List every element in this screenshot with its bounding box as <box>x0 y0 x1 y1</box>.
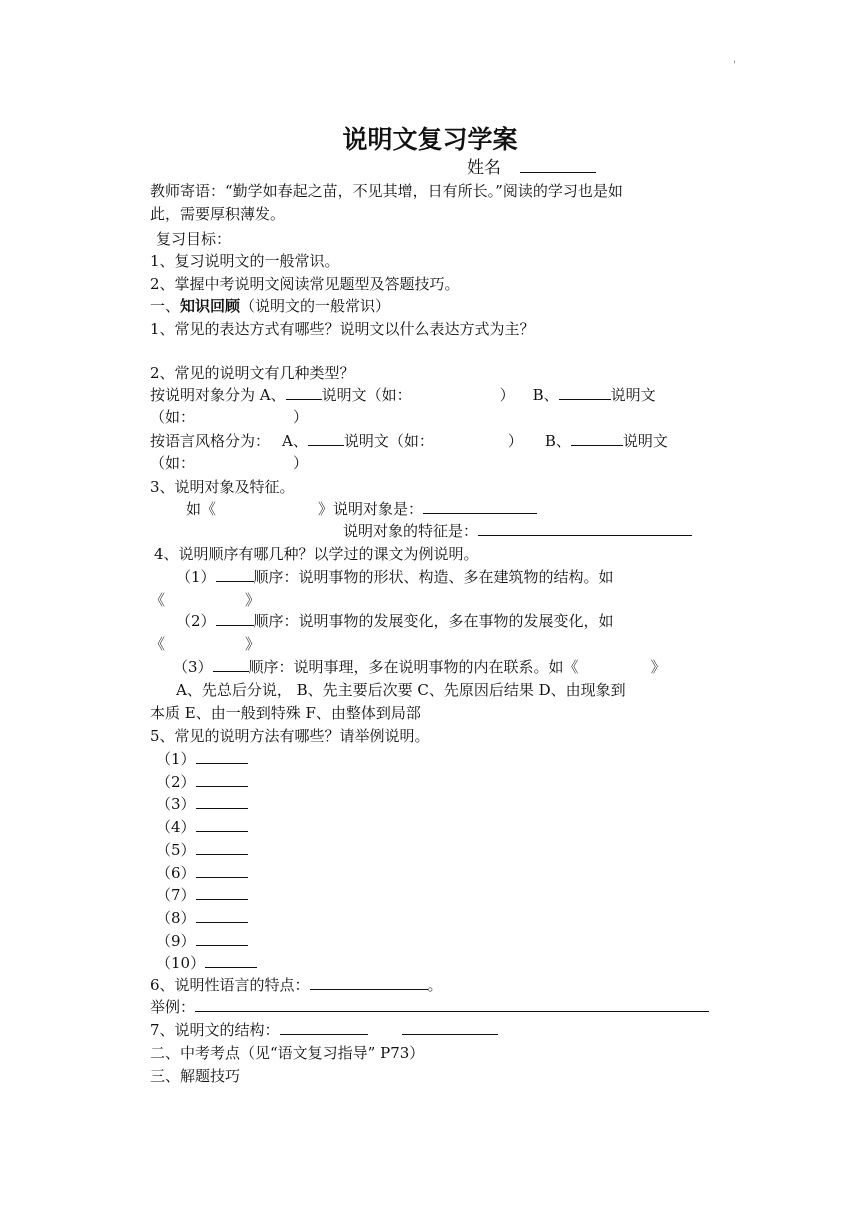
q5-method-item <box>156 952 718 974</box>
q5-method-blank[interactable] <box>196 930 248 946</box>
q2b-text-7: （如： <box>150 454 196 472</box>
q5-method-item <box>156 862 718 884</box>
q4-options-2: 本质 E、由一般到特殊 F、由整体到局部 <box>150 704 421 722</box>
page-title: 说明文复习学案 <box>342 125 518 154</box>
name-field <box>467 157 596 179</box>
q4-1-num: （1） <box>176 568 216 586</box>
q4-1-blank[interactable] <box>216 566 254 582</box>
intro-line-1 <box>150 180 712 202</box>
q2b-text-4: ） <box>507 432 523 450</box>
q5-method-blank[interactable] <box>196 793 248 809</box>
question-6 <box>150 974 712 996</box>
q2b-text-1: 按语言风格分为： <box>150 432 271 450</box>
question-4: 4、说明顺序有哪几种？以学过的课文为例说明。 <box>154 545 479 563</box>
intro-text-2: 此，需要厚积薄发。 <box>150 205 286 223</box>
q3-feature-blank[interactable] <box>478 520 692 536</box>
q2a-blank-2[interactable] <box>559 384 611 400</box>
q4-1-text: 顺序：说明事物的形状、构造、多在建筑物的结构。如 <box>253 568 614 586</box>
q4-3-num: （3） <box>173 658 213 676</box>
section-2-heading: 二、中考考点（见“语文复习指导” P73） <box>150 1044 425 1062</box>
intro-text-1: 教师寄语：“勤学如春起之苗，不见其增，日有所长。”阅读的学习也是如 <box>150 182 623 200</box>
question-5: 5、常见的说明方法有哪些？请举例说明。 <box>150 727 430 745</box>
q4-item-2b <box>150 633 712 655</box>
q3a-text-1: 如《 <box>186 500 217 518</box>
q2b-text-3: 说明文（如： <box>343 432 434 450</box>
section-3-heading: 三、解题技巧 <box>150 1067 241 1085</box>
question-2: 2、常见的说明文有几种类型？ <box>150 364 355 382</box>
corner-mark: ' <box>733 60 736 71</box>
q6-blank[interactable] <box>310 974 428 990</box>
name-label: 姓名 <box>467 158 501 178</box>
q5-method-blank[interactable] <box>196 862 248 878</box>
q5-method-blank[interactable] <box>205 952 257 968</box>
q3a-text-2: 》说明对象是： <box>318 500 424 518</box>
q5-method-item <box>156 930 718 952</box>
q6-example-label: 举例： <box>150 998 196 1016</box>
q2-line-b2 <box>150 452 712 474</box>
section-1-rest: （说明文的一般常识） <box>240 297 391 315</box>
q4-item-1b <box>150 589 712 611</box>
section-1-bold: 知识回顾 <box>180 297 241 315</box>
q7-text: 7、说明文的结构： <box>150 1021 280 1039</box>
q4-1-close: 》 <box>245 591 261 609</box>
question-1: 1、常见的表达方式有哪些？说明文以什么表达方式为主？ <box>150 320 535 338</box>
q5-method-number: （5） <box>156 840 196 859</box>
q3b-text-1: 说明对象的特征是： <box>343 522 479 540</box>
q5-method-number: （3） <box>156 795 196 814</box>
q2a-blank-1[interactable] <box>286 384 322 400</box>
q2b-text-2: A、 <box>282 432 308 450</box>
goals-heading: 复习目标： <box>156 230 232 248</box>
q2a-text-6: （如： <box>150 408 196 426</box>
q5-method-blank[interactable] <box>196 771 248 787</box>
q4-options-text-1: A、先总后分说， B、先主要后次要 C、先原因后结果 D、由现象到 <box>176 681 626 699</box>
q5-method-blank[interactable] <box>196 816 248 832</box>
q2b-blank-1[interactable] <box>308 430 344 446</box>
q4-3-blank[interactable] <box>213 656 249 672</box>
q5-method-item <box>156 748 718 770</box>
q5-method-number: （1） <box>156 750 196 768</box>
q6-text: 6、说明性语言的特点： <box>150 976 310 994</box>
q5-method-item <box>156 816 718 838</box>
q5-method-item <box>156 793 718 815</box>
q3-object-blank[interactable] <box>423 498 537 514</box>
q2b-text-8: ） <box>293 454 309 472</box>
q5-method-blank[interactable] <box>196 748 248 764</box>
q3-line-a <box>186 498 748 520</box>
q5-method-number: （6） <box>156 863 196 882</box>
goal-1: 1、复习说明文的一般常识。 <box>150 252 340 270</box>
q5-method-item <box>156 771 718 793</box>
q5-method-item <box>156 907 718 929</box>
question-3: 3、说明对象及特征。 <box>150 478 295 496</box>
q3-line-b <box>343 520 860 542</box>
q4-options-1 <box>176 679 712 701</box>
q4-3-close: 》 <box>650 658 666 676</box>
q2b-text-5: B、 <box>544 432 571 450</box>
q2a-text-1: 按说明对象分为 A、 <box>150 386 286 404</box>
q4-1-open: 《 <box>150 591 166 609</box>
q5-method-number: （10） <box>156 954 206 973</box>
q5-method-number: （7） <box>156 886 196 905</box>
q5-method-number: （8） <box>156 908 196 927</box>
section-1-heading <box>150 295 712 317</box>
name-blank[interactable] <box>520 157 596 173</box>
q2a-text-5: 说明文 <box>610 386 656 404</box>
q6-end: 。 <box>427 976 443 994</box>
q5-method-number: （4） <box>156 818 196 837</box>
q2a-text-2: 说明文（如： <box>321 386 412 404</box>
q4-2-text: 顺序：说明事物的发展变化，多在事物的发展变化，如 <box>253 612 614 630</box>
q5-method-number: （9） <box>156 931 196 950</box>
q4-item-2 <box>176 610 712 632</box>
question-7 <box>150 1019 712 1041</box>
q4-item-3 <box>173 656 712 678</box>
section-1-prefix: 一、 <box>150 297 181 315</box>
q5-method-blank[interactable] <box>196 907 248 923</box>
q4-2-open: 《 <box>150 635 166 653</box>
q6-example-blank[interactable] <box>195 996 709 1012</box>
q2b-blank-2[interactable] <box>571 430 623 446</box>
q2-line-a2 <box>150 406 712 428</box>
q5-method-blank[interactable] <box>196 839 248 855</box>
q4-2-blank[interactable] <box>216 610 254 626</box>
q5-method-number: （2） <box>156 772 196 791</box>
q4-2-close: 》 <box>245 635 261 653</box>
q4-item-1 <box>176 566 712 588</box>
q7-blank-1[interactable] <box>280 1019 368 1035</box>
q5-method-item <box>156 839 718 861</box>
q4-2-num: （2） <box>176 612 216 630</box>
q2b-text-6: 说明文 <box>622 432 668 450</box>
q4-3-text: 顺序：说明事理，多在说明事物的内在联系。如《 <box>248 658 579 676</box>
q2a-text-4: B、 <box>532 386 559 404</box>
q5-method-blank[interactable] <box>196 884 248 900</box>
q2-line-b <box>150 430 712 452</box>
goal-2: 2、掌握中考说明文阅读常见题型及答题技巧。 <box>150 275 460 293</box>
q2a-text-3: ） <box>499 386 515 404</box>
q5-method-item <box>156 884 718 906</box>
q2-line-a <box>150 384 712 406</box>
q6-example-line <box>150 996 712 1018</box>
q7-blank-2[interactable] <box>402 1019 498 1035</box>
q2a-text-7: ） <box>293 408 309 426</box>
